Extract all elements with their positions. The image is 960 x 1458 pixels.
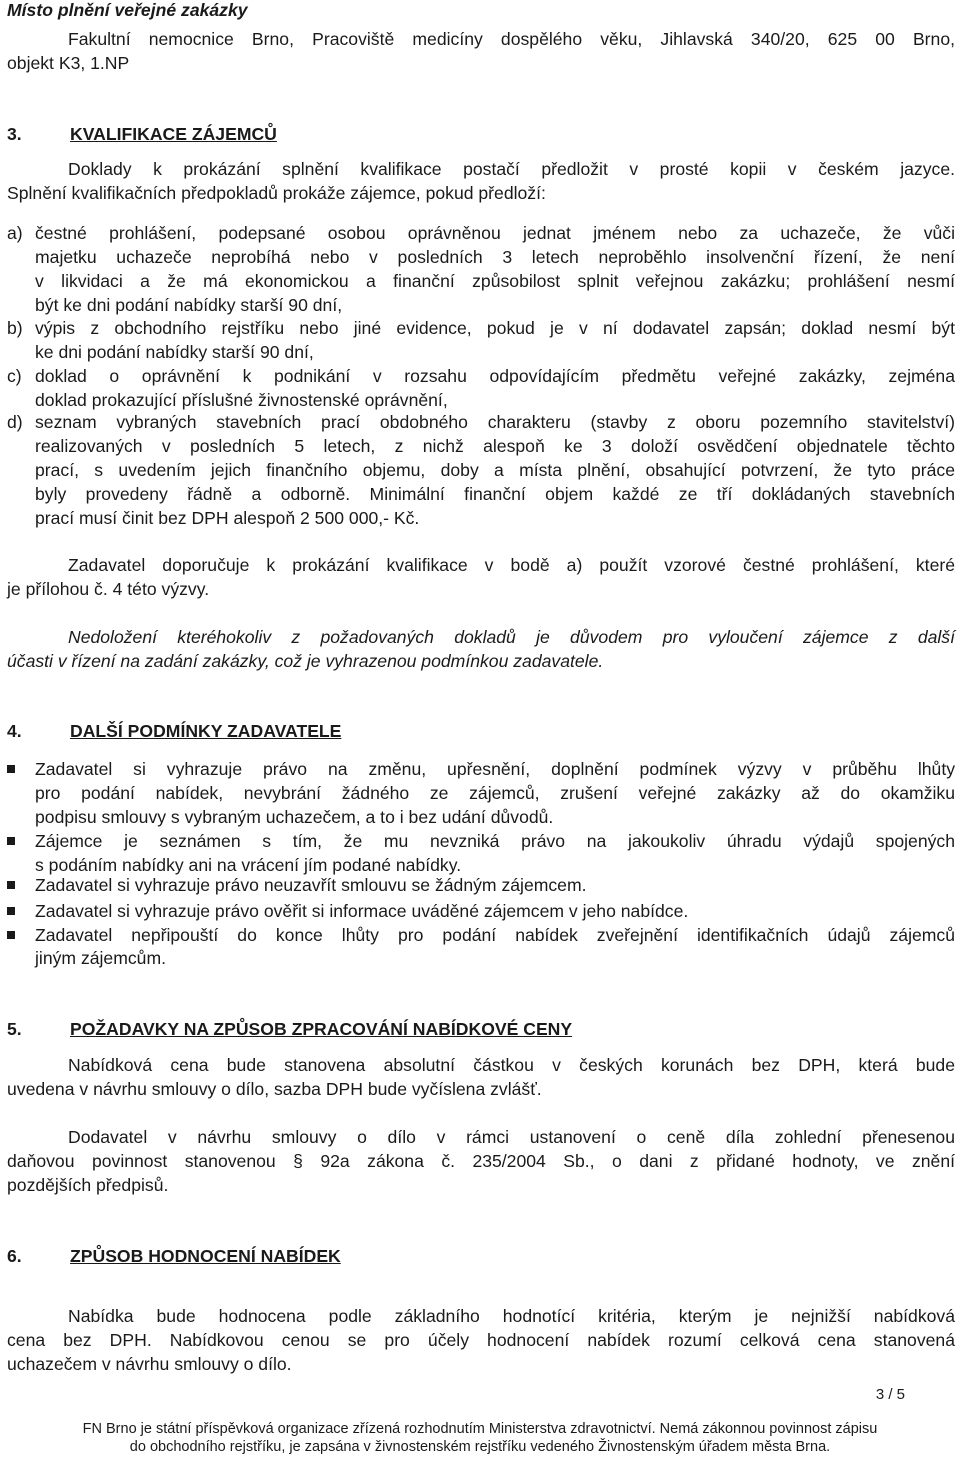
- item-b-line: ke dni podání nabídky starší 90 dní,: [35, 342, 314, 362]
- item-a-marker: a): [7, 223, 23, 243]
- recommend-line-2: je přílohou č. 4 této výzvy.: [7, 579, 210, 599]
- place-line-2: objekt K3, 1.NP: [7, 53, 130, 73]
- section-3-intro-2: Splnění kvalifikačních předpokladů prokáže zájemce, pokud předloží:: [7, 183, 546, 203]
- item-d-line: prací musí činit bez DPH alespoň 2 500 000,- Kč.: [35, 508, 420, 528]
- section-3-number: 3.: [7, 124, 22, 144]
- item-c-line: doklad prokazující příslušné živnostenské oprávnění,: [35, 390, 448, 410]
- footer-line-2: do obchodního rejstříku, je zapsána v živnostenském rejstříku vedeného Živnostenským úřadem města Brna.: [129, 1439, 831, 1455]
- place-heading: Místo plnění veřejné zakázky: [7, 0, 248, 20]
- bullet-1-line: Zadavatel si vyhrazuje právo na změnu, upřesnění, doplnění podmínek výzvy v průběhu lhůty: [35, 759, 955, 779]
- evaluation-paragraph-line: Nabídka bude hodnocena podle základního hodnotící kritéria, kterým je nejnižší nabídková: [68, 1306, 955, 1326]
- evaluation-paragraph-line: cena bez DPH. Nabídkovou cenou se pro účely hodnocení nabídek rozumí celková cena stanovená: [7, 1330, 955, 1350]
- bullet-square-icon: [7, 931, 15, 939]
- bullet-square-icon: [7, 837, 15, 845]
- item-d-line: realizovaných v posledních 5 letech, z nichž alespoň ke 3 doloží osvědčení objednatele těchto: [35, 436, 955, 456]
- bullet-square-icon: [7, 881, 15, 889]
- evaluation-paragraph-line: uchazečem v návrhu smlouvy o dílo.: [7, 1354, 292, 1374]
- item-a-line: být ke dni podání nabídky starší 90 dní,: [35, 295, 343, 315]
- price-paragraph-line: Nabídková cena bude stanovena absolutní částkou v českých korunách bez DPH, která bude: [68, 1055, 955, 1075]
- section-6-title: ZPŮSOB HODNOCENÍ NABÍDEK: [70, 1246, 341, 1266]
- section-4-number: 4.: [7, 721, 22, 741]
- item-c-line: doklad o oprávnění k podnikání v rozsahu odpovídajícím předmětu veřejné zakázky, zejména: [35, 366, 955, 386]
- item-c-marker: c): [7, 366, 22, 386]
- bullet-2-line: Zájemce je seznámen s tím, že mu nevzniká právo na jakoukoliv úhradu výdajů spojených: [35, 831, 955, 851]
- section-5-number: 5.: [7, 1019, 22, 1039]
- bullet-5-line: Zadavatel nepřipouští do konce lhůty pro podání nabídek zveřejnění identifikačních údajů zájemců: [35, 925, 955, 945]
- section-3-intro-1: Doklady k prokázání splnění kvalifikace postačí předložit v prosté kopii v českém jazyce.: [68, 159, 955, 179]
- price-paragraph-line: uvedena v návrhu smlouvy o dílo, sazba DPH bude vyčíslena zvlášť.: [7, 1079, 542, 1099]
- bullet-5-line: jiným zájemcům.: [35, 948, 166, 968]
- vat-paragraph-line: Dodavatel v návrhu smlouvy o dílo v rámci ustanovení o ceně díla zohlední přenesenou: [68, 1127, 955, 1147]
- section-4-title: DALŠÍ PODMÍNKY ZADAVATELE: [70, 721, 342, 741]
- section-3-title: KVALIFIKACE ZÁJEMCŮ: [70, 124, 277, 144]
- vat-paragraph-line: pozdějších předpisů.: [7, 1175, 169, 1195]
- item-a-line: majetku uchazeče neprobíhá nebo v posledních 3 letech neproběhlo insolvenční řízení, že není: [35, 247, 955, 267]
- bullet-2-line: s podáním nabídky ani na vrácení jím podané nabídky.: [35, 855, 462, 875]
- bullet-4-line: Zadavatel si vyhrazuje právo ověřit si informace uváděné zájemcem v jeho nabídce.: [35, 901, 689, 921]
- item-d-marker: d): [7, 412, 23, 432]
- bullet-1-line: pro podání nabídek, nevybrání žádného ze zájemců, zrušení veřejné zakázky až do okamžiku: [35, 783, 955, 803]
- recommend-line-1: Zadavatel doporučuje k prokázání kvalifikace v bodě a) použít vzorové čestné prohlášení, které: [68, 555, 955, 575]
- item-b-line: výpis z obchodního rejstříku nebo jiné evidence, pokud je v ní dodavatel zapsán; doklad nesmí být: [35, 318, 955, 338]
- vat-paragraph-line: daňovou povinnost stanovenou § 92a zákona č. 235/2004 Sb., o dani z přidané hodnoty, ve znění: [7, 1151, 955, 1171]
- section-6-number: 6.: [7, 1246, 22, 1266]
- item-a-line: čestné prohlášení, podepsané osobou oprávněnou jednat jménem nebo za uchazeče, že vůči: [35, 223, 955, 243]
- warning-line-1: Nedoložení kteréhokoliv z požadovaných dokladů je důvodem pro vyloučení zájemce z další: [68, 627, 955, 647]
- warning-line-2: účasti v řízení na zadání zakázky, což je vyhrazenou podmínkou zadavatele.: [7, 651, 604, 671]
- place-line-1: Fakultní nemocnice Brno, Pracoviště medicíny dospělého věku, Jihlavská 340/20, 625 00 Brno,: [68, 29, 955, 49]
- item-a-line: v likvidaci a že má ekonomickou a finanční způsobilost splnit veřejnou zakázku; prohlášení nesmí: [35, 271, 955, 291]
- bullet-3-line: Zadavatel si vyhrazuje právo neuzavřít smlouvu se žádným zájemcem.: [35, 875, 587, 895]
- bullet-square-icon: [7, 907, 15, 915]
- item-b-marker: b): [7, 318, 23, 338]
- item-d-line: byly provedeny řádně a odborně. Minimální finanční objem každé ze tří dokládaných stavebních: [35, 484, 955, 504]
- item-d-line: prací, s uvedením jejich finančního objemu, doby a místa plnění, obsahující potvrzení, že tyto práce: [35, 460, 955, 480]
- footer-line-1: FN Brno je státní příspěvková organizace zřízená rozhodnutím Ministerstva zdravotnictví. Nemá zákonnou povinnost zápisu: [82, 1421, 878, 1437]
- bullet-1-line: podpisu smlouvy s vybraným uchazečem, a to i bez udání důvodů.: [35, 807, 554, 827]
- page-number: 3 / 5: [875, 1386, 905, 1403]
- bullet-square-icon: [7, 765, 15, 773]
- item-d-line: seznam vybraných stavebních prací obdobného charakteru (stavby z oboru pozemního stavitelství): [35, 412, 955, 432]
- section-5-title: POŽADAVKY NA ZPŮSOB ZPRACOVÁNÍ NABÍDKOVÉ CENY: [70, 1019, 573, 1039]
